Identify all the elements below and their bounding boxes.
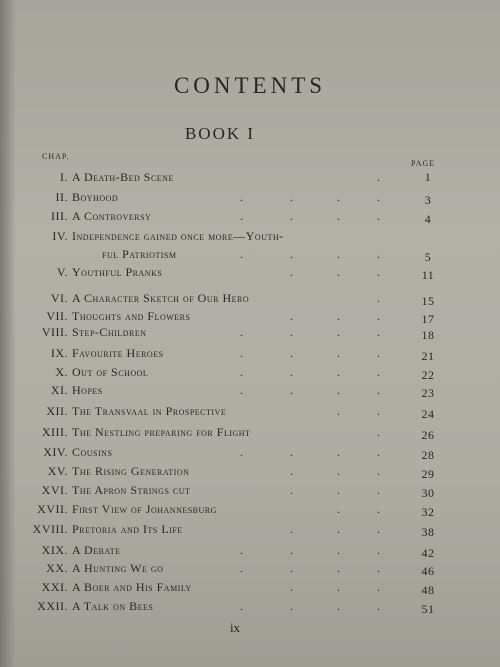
leader-dot: . [240, 543, 244, 557]
leader-dot: . [337, 383, 341, 397]
leader-dot: . [377, 404, 381, 418]
page-number-entry: 1 [424, 170, 432, 184]
chapter-title: A Hunting We go [72, 561, 164, 575]
chapter-number: XIII. [41, 425, 68, 439]
leader-dot: . [290, 580, 294, 594]
leader-dot: . [240, 190, 244, 204]
leader-dot: . [377, 383, 381, 397]
leader-dot: . [240, 325, 244, 339]
leader-dot: . [377, 425, 381, 439]
leader-dot: . [377, 522, 381, 536]
page-number-entry: 30 [421, 486, 435, 500]
page-title: CONTENTS [173, 73, 327, 98]
leader-dot: . [337, 190, 341, 204]
page-number-entry: 23 [421, 386, 435, 400]
chapter-number: XVII. [37, 502, 68, 516]
leader-dot: . [337, 543, 341, 557]
leader-dot: . [337, 365, 341, 379]
chapter-title: The Transvaal in Prospective [72, 404, 227, 418]
page-number-entry: 46 [421, 564, 435, 578]
chapter-title: Youthful Pranks [72, 265, 163, 279]
chapter-title: Boyhood [72, 190, 119, 204]
chapter-number: XV. [47, 464, 68, 478]
chapter-column-header: CHAP. [42, 152, 70, 161]
chapter-number: IV. [52, 229, 68, 243]
page-number-entry: 22 [421, 368, 435, 382]
chapter-title: Out of School [72, 365, 149, 379]
leader-dot: . [290, 483, 294, 497]
page-number-entry: 32 [421, 505, 435, 519]
leader-dot: . [337, 346, 341, 360]
leader-dot: . [240, 445, 244, 459]
leader-dot: . [377, 209, 381, 223]
leader-dot: . [290, 561, 294, 575]
chapter-number: XXI. [41, 580, 68, 594]
leader-dot: . [337, 483, 341, 497]
page-number-entry: 28 [421, 448, 435, 462]
leader-dot: . [337, 522, 341, 536]
chapter-title: First View of Johannesburg [72, 502, 217, 516]
chapter-title: A Character Sketch of Our Hero [72, 291, 250, 305]
leader-dot: . [290, 365, 294, 379]
leader-dot: . [290, 599, 294, 613]
leader-dot: . [290, 209, 294, 223]
book-heading: BOOK I [184, 124, 256, 143]
leader-dot: . [377, 464, 381, 478]
chapter-title: The Rising Generation [72, 464, 190, 478]
leader-dot: . [377, 365, 381, 379]
leader-dot: . [290, 247, 294, 261]
leader-dot: . [240, 247, 244, 261]
chapter-title: Hopes [72, 383, 103, 397]
chapter-title: The Nestling preparing for Flight [72, 425, 251, 439]
leader-dot: . [337, 325, 341, 339]
leader-dot: . [337, 502, 341, 516]
page-number-entry: 18 [421, 328, 435, 342]
page-number-entry: 4 [424, 212, 432, 226]
chapter-number: XXII. [37, 599, 68, 613]
leader-dot: . [377, 247, 381, 261]
chapter-number: III. [51, 209, 68, 223]
chapter-number: V. [56, 265, 68, 279]
page-number-entry: 29 [421, 467, 435, 481]
leader-dot: . [290, 522, 294, 536]
leader-dot: . [377, 599, 381, 613]
page-number-entry: 21 [421, 349, 435, 363]
chapter-number: X. [55, 365, 68, 379]
leader-dot: . [337, 445, 341, 459]
leader-dot: . [377, 309, 381, 323]
chapter-number: XX. [46, 561, 68, 575]
chapter-number: XII. [46, 404, 68, 418]
chapter-number: VIII. [41, 325, 68, 339]
leader-dot: . [377, 483, 381, 497]
chapter-number: XIV. [43, 445, 68, 459]
leader-dot: . [240, 209, 244, 223]
chapter-number: VII. [46, 309, 68, 323]
chapter-title: The Apron Strings cut [72, 483, 191, 497]
leader-dot: . [240, 383, 244, 397]
leader-dot: . [240, 561, 244, 575]
leader-dot: . [377, 561, 381, 575]
page-number-entry: 15 [421, 294, 435, 308]
leader-dot: . [377, 170, 381, 184]
chapter-title: Favourite Heroes [72, 346, 164, 360]
leader-dot: . [377, 325, 381, 339]
page-number-entry: 17 [421, 312, 435, 326]
leader-dot: . [290, 543, 294, 557]
chapter-title: A Boer and His Family [72, 580, 192, 594]
leader-dot: . [337, 247, 341, 261]
leader-dot: . [377, 265, 381, 279]
page-column-header: PAGE [411, 159, 436, 168]
chapter-title: Thoughts and Flowers [72, 309, 191, 323]
leader-dot: . [290, 190, 294, 204]
leader-dot: . [240, 599, 244, 613]
leader-dot: . [240, 365, 244, 379]
leader-dot: . [290, 464, 294, 478]
page-number-entry: 24 [421, 407, 435, 421]
leader-dot: . [290, 346, 294, 360]
leader-dot: . [377, 445, 381, 459]
page-number-entry: 5 [424, 250, 432, 264]
page-number-entry: 3 [424, 193, 432, 207]
leader-dot: . [337, 580, 341, 594]
page-number-entry: 48 [421, 583, 435, 597]
page-number-entry: 51 [421, 602, 435, 616]
page-number-entry: 42 [421, 546, 435, 560]
leader-dot: . [337, 309, 341, 323]
leader-dot: . [337, 561, 341, 575]
chapter-number: XI. [50, 383, 68, 397]
leader-dot: . [240, 346, 244, 360]
chapter-title: A Talk on Bees [72, 599, 154, 613]
chapter-number: XVI. [41, 483, 68, 497]
page-number-entry: 38 [421, 525, 435, 539]
chapter-title: A Debate [72, 543, 121, 557]
leader-dot: . [337, 265, 341, 279]
leader-dot: . [377, 291, 381, 305]
leader-dot: . [290, 383, 294, 397]
leader-dot: . [337, 404, 341, 418]
chapter-number: VI. [50, 291, 68, 305]
chapter-title: A Controversy [72, 209, 152, 223]
leader-dot: . [337, 209, 341, 223]
chapter-number: XVIII. [32, 522, 68, 536]
chapter-number: XIX. [41, 543, 68, 557]
leader-dot: . [290, 445, 294, 459]
page-number-entry: 11 [421, 268, 435, 282]
leader-dot: . [337, 599, 341, 613]
leader-dot: . [290, 309, 294, 323]
chapter-number: II. [55, 190, 68, 204]
chapter-number: IX. [50, 346, 68, 360]
page-number: ix [229, 620, 241, 635]
leader-dot: . [377, 346, 381, 360]
chapter-title-continued: ful Patriotism [102, 247, 177, 261]
leader-dot: . [377, 502, 381, 516]
leader-dot: . [337, 464, 341, 478]
chapter-title: Pretoria and Its Life [72, 522, 183, 536]
chapter-title: A Death-Bed Scene [72, 170, 174, 184]
page-number-entry: 26 [421, 428, 435, 442]
leader-dot: . [377, 190, 381, 204]
leader-dot: . [290, 265, 294, 279]
leader-dot: . [290, 325, 294, 339]
chapter-title: Cousins [72, 445, 113, 459]
chapter-number: I. [60, 170, 68, 184]
chapter-title: Step-Children [72, 325, 147, 339]
chapter-title: Independence gained once more—Youth- [72, 229, 284, 243]
leader-dot: . [377, 580, 381, 594]
leader-dot: . [377, 543, 381, 557]
